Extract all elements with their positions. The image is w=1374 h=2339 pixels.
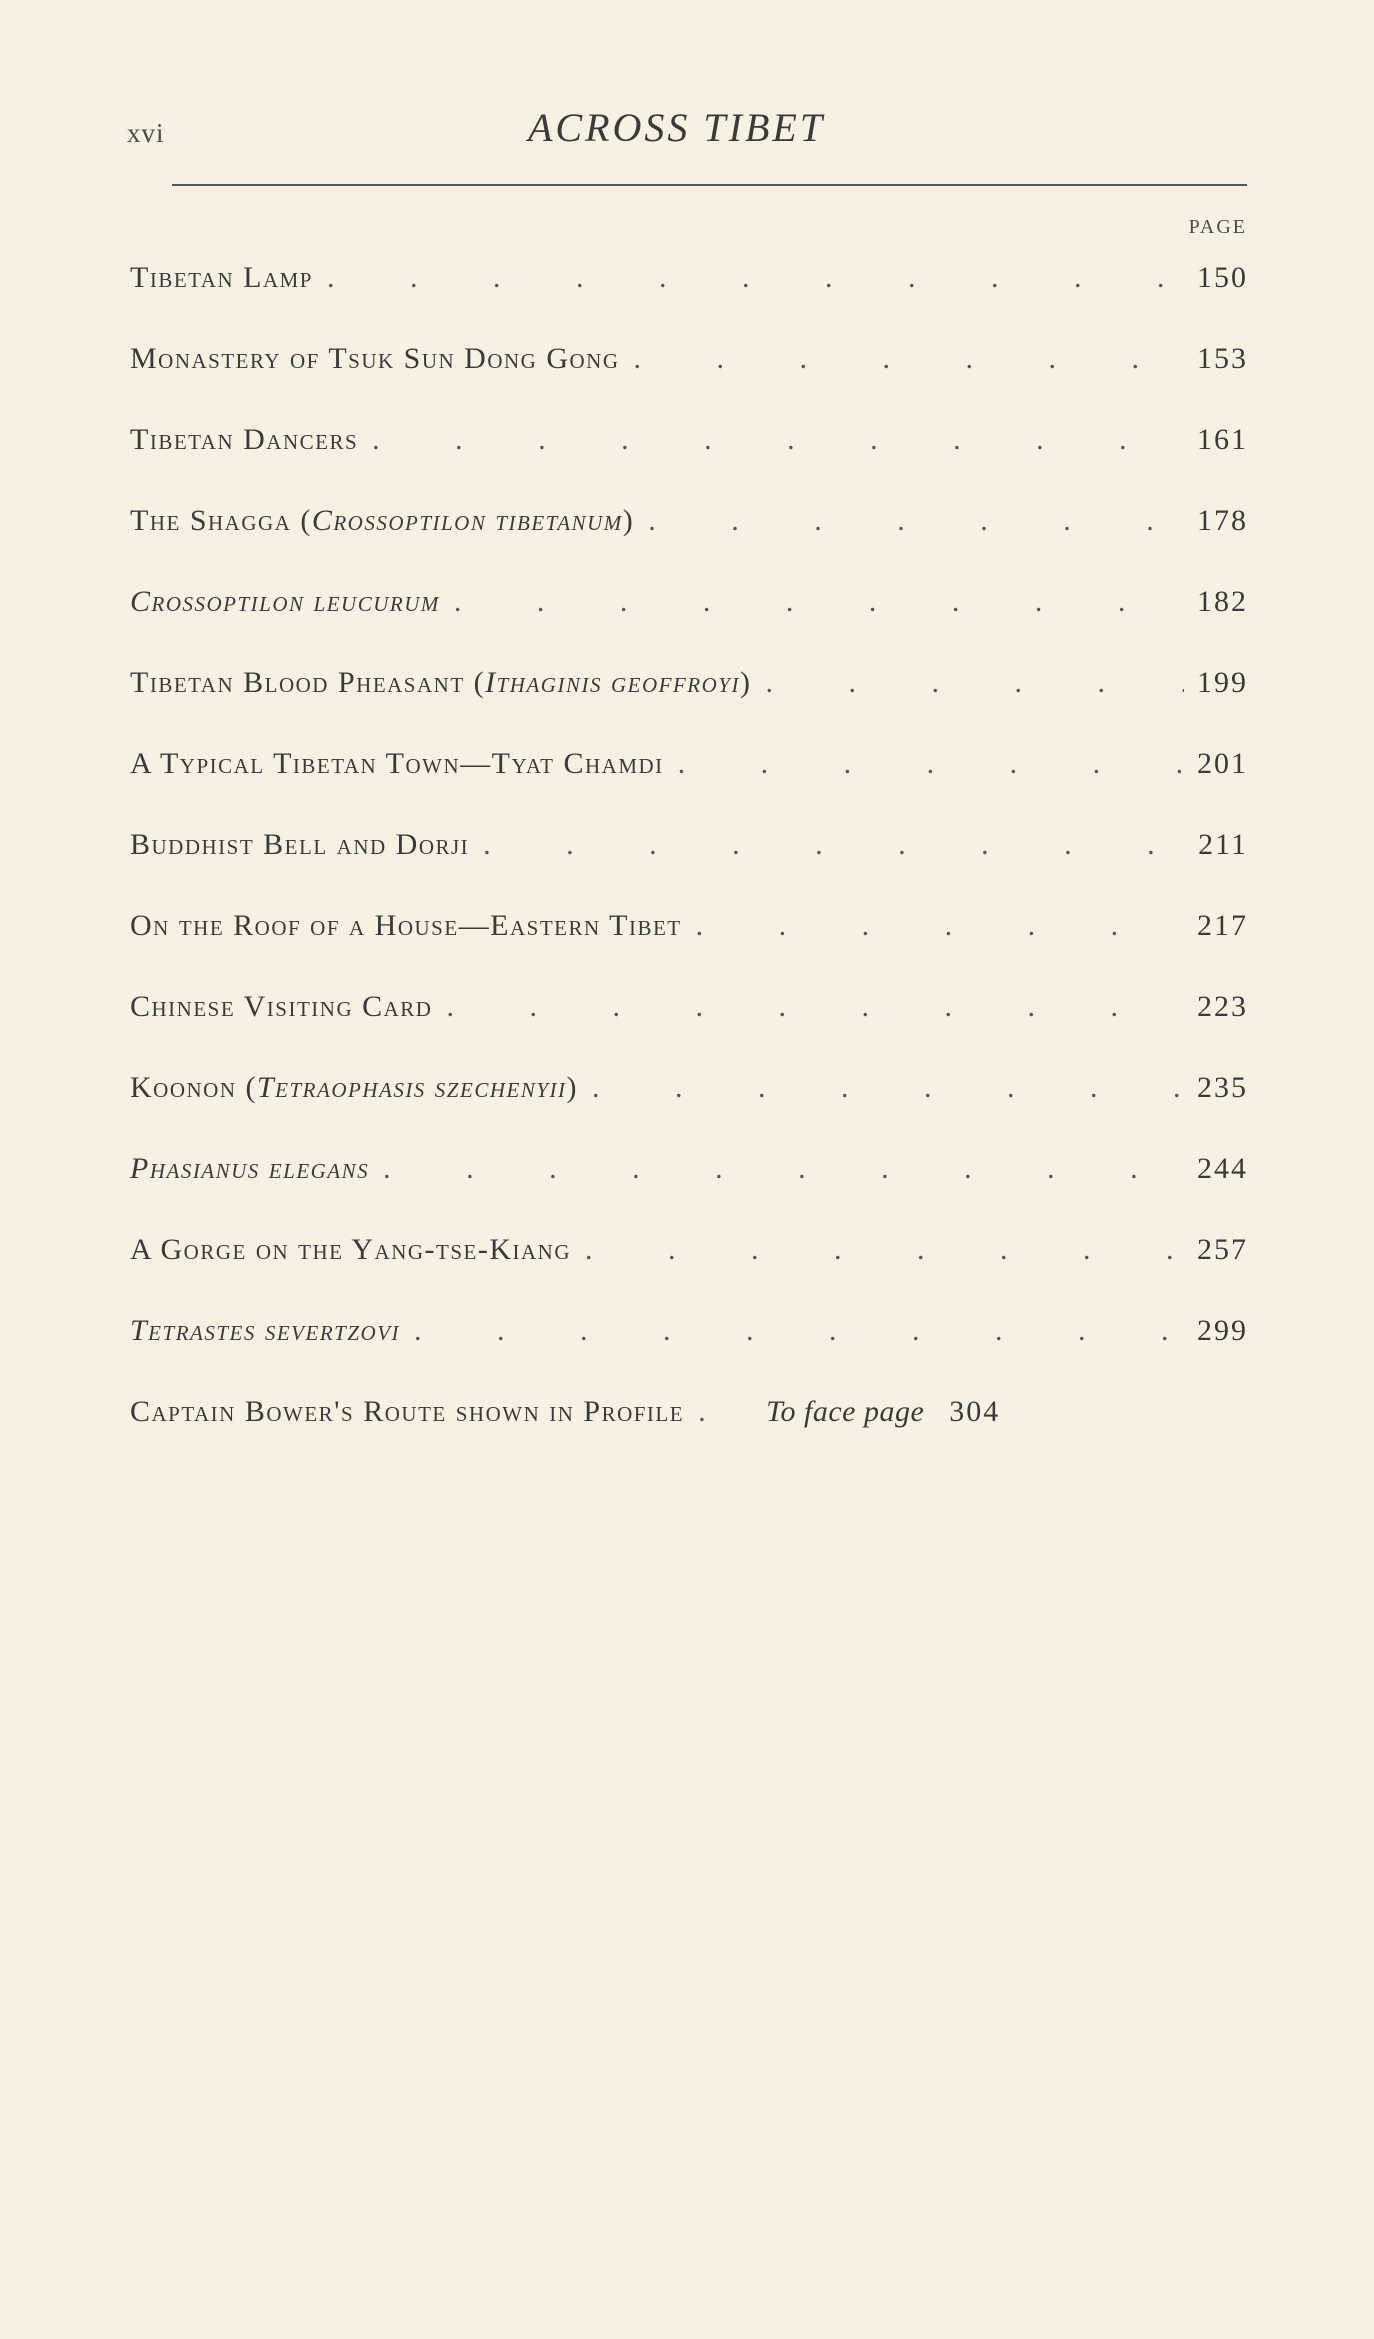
dot-leader — [620, 339, 1185, 379]
list-item — [130, 1311, 1248, 1392]
list-item — [130, 1068, 1248, 1149]
dot-leader — [634, 501, 1184, 541]
entry-title: Tibetan Blood Pheasant (Ithaginis geoffroyi) — [130, 666, 752, 699]
dot-leader — [400, 1311, 1184, 1351]
entry-latin-name: Ithaginis geoffroyi — [485, 666, 740, 699]
entry-page: 199 — [1197, 666, 1248, 699]
header-rule — [172, 184, 1247, 186]
entry-page: 257 — [1197, 1233, 1248, 1266]
entry-page: 150 — [1197, 261, 1248, 294]
list-item — [130, 825, 1248, 906]
entry-note: To face page — [766, 1395, 925, 1428]
dot-leader — [684, 1392, 758, 1432]
running-title: ACROSS TIBET — [528, 105, 826, 150]
entry-latin-name: Tetraophasis szechenyii — [256, 1071, 567, 1104]
list-item — [130, 420, 1248, 501]
entry-page: 299 — [1197, 1314, 1248, 1347]
entry-page: 178 — [1197, 504, 1248, 537]
dot-leader — [664, 744, 1184, 784]
entry-title: Captain Bower's Route shown in Profile — [130, 1395, 685, 1428]
entry-title: Tibetan Dancers — [130, 423, 359, 456]
entry-page: 161 — [1197, 423, 1248, 456]
list-item — [130, 1392, 1248, 1473]
list-item — [130, 663, 1248, 744]
list-item — [130, 987, 1248, 1068]
entry-title: A Gorge on the Yang-tse-Kiang — [130, 1233, 572, 1266]
entry-latin-name: Tetrastes severtzovi — [130, 1314, 401, 1347]
dot-leader — [432, 987, 1184, 1027]
entry-page: 223 — [1197, 990, 1248, 1023]
entry-title: Monastery of Tsuk Sun Dong Gong — [130, 342, 620, 375]
list-item — [130, 339, 1248, 420]
entry-title: Tibetan Lamp — [130, 261, 313, 294]
entry-page: 235 — [1197, 1071, 1248, 1104]
entry-title: Koonon (Tetraophasis szechenyii) — [130, 1071, 578, 1104]
entry-page: 201 — [1197, 747, 1248, 780]
entry-latin-name: Crossoptilon tibetanum — [311, 504, 623, 537]
entry-page: 153 — [1197, 342, 1248, 375]
list-item — [130, 744, 1248, 825]
entry-latin-name: Crossoptilon leucurum — [130, 585, 440, 618]
page-column-label: PAGE — [1188, 216, 1247, 238]
list-item — [130, 501, 1248, 582]
dot-leader — [751, 663, 1184, 703]
list-item — [130, 1149, 1248, 1230]
entry-page: 304 — [949, 1395, 1001, 1428]
entry-page: 211 — [1198, 828, 1248, 861]
dot-leader — [440, 582, 1184, 622]
list-item — [130, 1230, 1248, 1311]
list-item — [130, 582, 1248, 663]
dot-leader — [358, 420, 1184, 460]
illustrations-list — [130, 258, 1248, 1473]
dot-leader — [682, 906, 1184, 946]
entry-title: On the Roof of a House—Eastern Tibet — [130, 909, 682, 942]
dot-leader — [578, 1068, 1184, 1108]
dot-leader — [469, 825, 1184, 865]
dot-leader — [313, 258, 1184, 298]
page-number: xvi — [127, 118, 165, 148]
entry-title: A Typical Tibetan Town—Tyat Chamdi — [130, 747, 664, 780]
list-item — [130, 258, 1248, 339]
entry-title: Buddhist Bell and Dorji — [130, 828, 470, 861]
dot-leader — [369, 1149, 1184, 1189]
entry-latin-name: Phasianus elegans — [130, 1152, 370, 1185]
list-item — [130, 906, 1248, 987]
entry-title: Chinese Visiting Card — [130, 990, 433, 1023]
entry-page: 244 — [1197, 1152, 1248, 1185]
dot-leader — [571, 1230, 1184, 1270]
entry-page: 182 — [1197, 585, 1248, 618]
entry-title: The Shagga (Crossoptilon tibetanum) — [130, 504, 635, 537]
entry-page: 217 — [1197, 909, 1248, 942]
